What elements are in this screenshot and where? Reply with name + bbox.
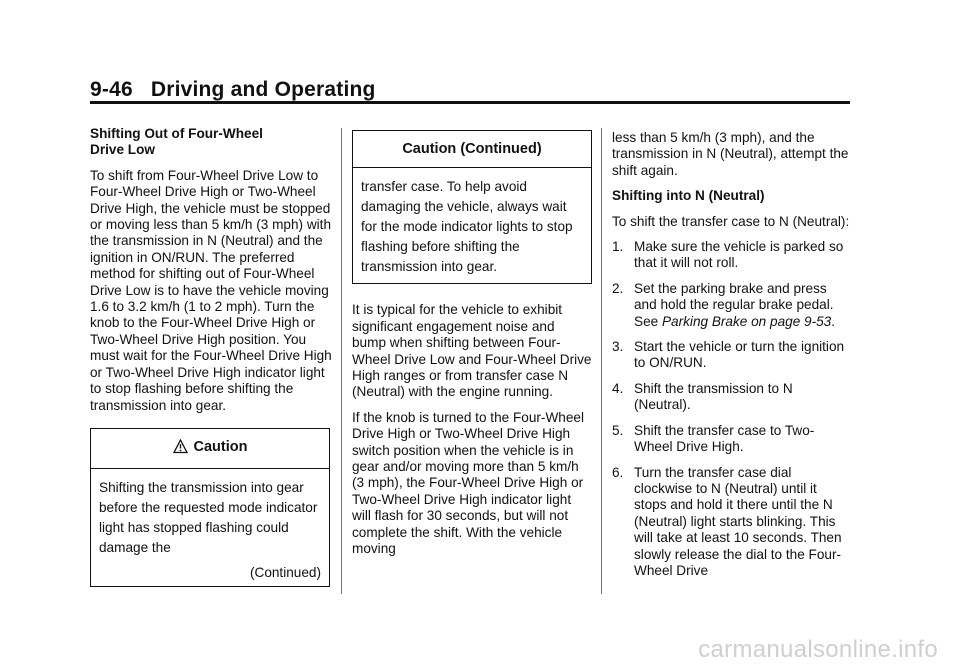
step-number: 6. xyxy=(612,464,624,480)
column-2 xyxy=(352,130,592,567)
header-rule xyxy=(90,101,850,104)
body-paragraph: To shift from Four-Wheel Drive Low to Four-Wheel Drive High or Two-Wheel Drive High, the vehicle must be stopped or moving less than 5 km/h (3 mph) with the transmission in N (Neutral) and the ignition in ON/RUN. The preferred method for shifting out of Four-Wheel Drive Low is to have the vehicle moving 1.6 to 3.2 km/h (1 to 2 mph). Turn the knob to the Four-Wheel Drive High or Two-Wheel Drive High position. You must wait for the Four-Wheel Drive High or Two-Wheel Drive High indicator light to stop flashing before shifting the transmission into gear. xyxy=(90,167,332,413)
step-number: 4. xyxy=(612,380,624,396)
section-heading: Shifting into N (Neutral) xyxy=(612,188,765,204)
body-paragraph: less than 5 km/h (3 mph), and the transmission in N (Neutral), attempt the shift again. xyxy=(612,130,849,178)
list-item xyxy=(612,339,852,372)
step-number: 5. xyxy=(612,422,624,438)
heading-line-1: Shifting Out of Four-Wheel xyxy=(90,126,263,141)
step-text: Shift the transfer case to Two-Wheel Drive High. xyxy=(634,422,815,455)
caution-box xyxy=(90,428,330,587)
body-paragraph: If the knob is turned to the Four-Wheel Drive High or Two-Wheel Drive High switch position when the vehicle is in gear and/or moving more than 5 km/h (3 mph), the Four-Wheel Drive High or Two-Wheel Drive High indicator light will flash for 30 seconds, but will not complete the shift. With the vehicle moving xyxy=(352,409,584,557)
step-number: 3. xyxy=(612,339,624,355)
list-item xyxy=(612,381,852,414)
continued-label: (Continued) xyxy=(249,565,321,581)
caution-title: Caution xyxy=(193,438,248,455)
step-text: Start the vehicle or turn the ignition to ON/RUN. xyxy=(634,339,845,371)
caution-header xyxy=(91,429,329,469)
step-number: 1. xyxy=(612,239,624,255)
watermark: carmanualsonline.info xyxy=(698,636,938,663)
step-number: 2. xyxy=(612,280,624,296)
body-paragraph: To shift the transfer case to N (Neutral): xyxy=(612,213,850,229)
cross-reference-link[interactable]: Parking Brake on page 9-53 xyxy=(661,313,832,329)
warning-triangle-icon xyxy=(173,439,188,458)
section-title: Driving and Operating xyxy=(150,78,376,101)
step-text: Shift the transmission to N (Neutral). xyxy=(634,380,793,413)
column-divider xyxy=(341,128,342,594)
body-paragraph: It is typical for the vehicle to exhibit significant engagement noise and bump when shifting between Four-Wheel Drive Low and Four-Wheel Drive High ranges or from transfer case N (Neutral) with the engine running. xyxy=(352,302,592,400)
column-3 xyxy=(612,130,852,588)
section-heading xyxy=(90,126,332,159)
step-text: Make sure the vehicle is parked so that it will not roll. xyxy=(634,239,844,271)
step-text: Turn the transfer case dial clockwise to N (Neutral) until it stops and hold it there until the N (Neutral) light starts blinking. This will take at least 10 seconds. Then slowly release the dial to the Four-Wheel Drive xyxy=(634,464,842,578)
steps-list xyxy=(612,239,852,579)
list-item xyxy=(612,423,852,456)
page-number: 9-46 xyxy=(90,78,133,101)
caution-continued-box xyxy=(352,130,592,284)
column-divider xyxy=(601,128,602,594)
page-header xyxy=(90,78,376,102)
list-item xyxy=(612,465,852,580)
step-text: Set the parking brake and press and hold the regular brake pedal. See xyxy=(634,280,834,329)
column-1 xyxy=(90,126,332,587)
heading-line-2: Drive Low xyxy=(90,142,155,158)
step-text-end: . xyxy=(831,313,836,329)
list-item xyxy=(612,281,852,330)
list-item xyxy=(612,239,852,272)
caution-continued-title: Caution (Continued) xyxy=(353,131,591,168)
caution-continued-text: transfer case. To help avoid damaging the vehicle, always wait for the mode indicator lights to stop flashing before shifting the transmission into gear. xyxy=(361,179,573,275)
caution-text: Shifting the transmission into gear before the requested mode indicator light has stopped flashing could damage the xyxy=(99,480,318,556)
